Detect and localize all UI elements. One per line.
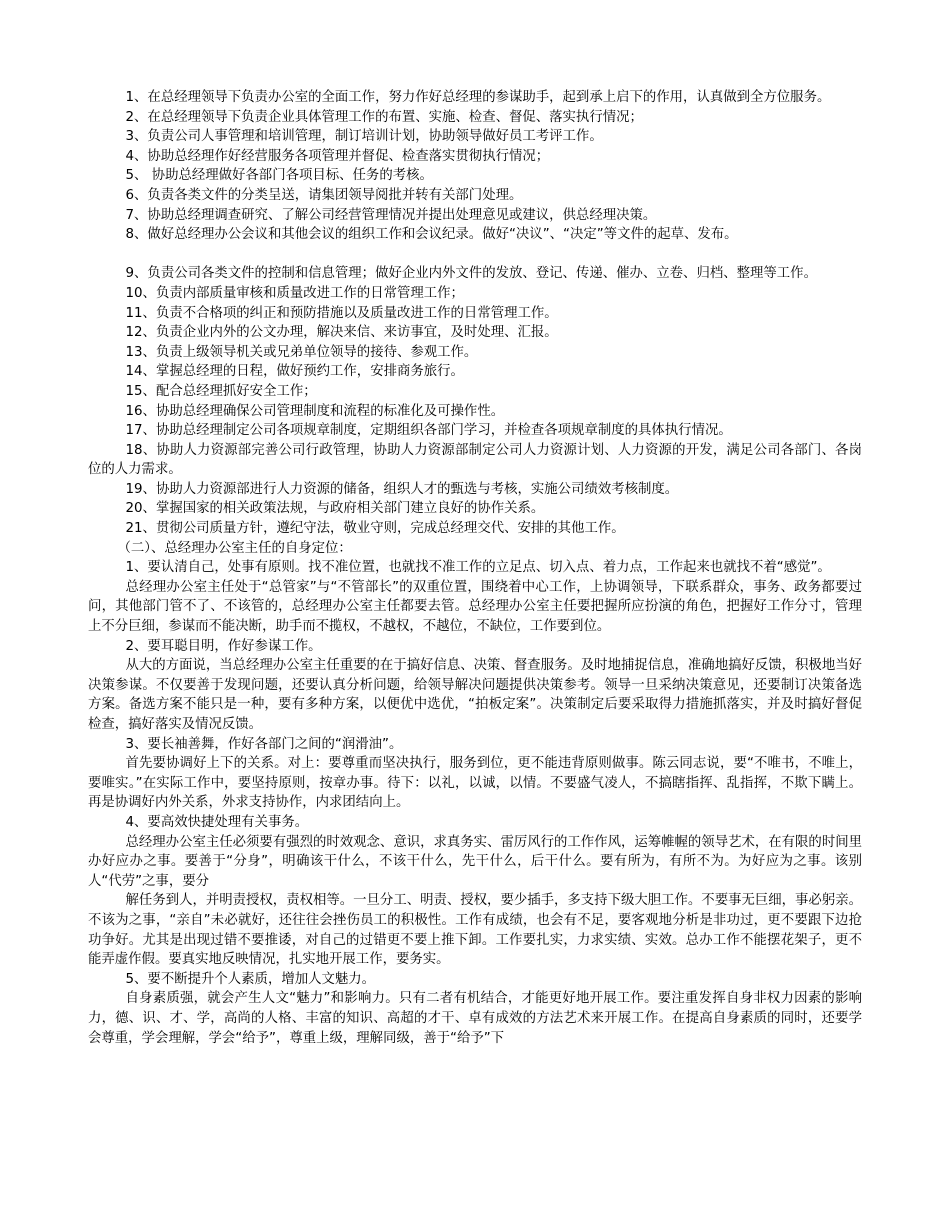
duty-item-21: 21、贯彻公司质量方针，遵纪守法，敬业守则，完成总经理交代、安排的其他工作。 [125, 521, 625, 537]
duty-item-10: 10、负责内部质量审核和质量改进工作的日常管理工作； [125, 285, 464, 301]
positioning-heading-3: 3、要长袖善舞，作好各部门之间的“润滑油”。 [125, 736, 403, 752]
positioning-paragraph: 从大的方面说，当总经理办公室主任重要的在于搞好信息、决策、督查服务。及时地捕捉信息，准确地搞好反馈，积极地当好决策参谋。不仅要善于发现问题，还要认真分析问题，给领导解决问题提供决策参考。领导一旦采纳决策意见，还要制订决策备选方案。备选方案不能只是一种，要有多种方案，以便优中选优，“拍板定案”。决策制定后要采取得力措施抓落实，并及时搞好督促检查，搞好落实及情况反馈。 [88, 658, 862, 732]
duty-item-7: 7、协助总经理调查研究、了解公司经营管理情况并提出处理意见或建议，供总经理决策。 [125, 207, 657, 223]
document-body [88, 88, 862, 1048]
duty-item-13: 13、负责上级领导机关或兄弟单位领导的接待、参观工作。 [125, 344, 478, 360]
duty-item-2: 2、在总经理领导下负责企业具体管理工作的布置、实施、检查、督促、落实执行情况； [125, 109, 643, 125]
positioning-heading-4: 4、要高效快捷处理有关事务。 [125, 814, 309, 830]
positioning-paragraph: 自身素质强，就会产生人文“魅力”和影响力。只有二者有机结合，才能更好地开展工作。要注重发挥自身非权力因素的影响力，德、识、才、学，高尚的人格、丰富的知识、高超的才干、卓有成效的方法艺术来开展工作。在提高自身素质的同时，还要学会尊重，学会理解，学会“给予”，尊重上级，理解同级，善于“给予”下 [88, 991, 862, 1046]
paragraph-gap [88, 245, 862, 265]
duty-item-6: 6、负责各类文件的分类呈送，请集团领导阅批并转有关部门处理。 [125, 187, 523, 203]
duty-item-8: 8、做好总经理办公会议和其他会议的组织工作和会议纪录。做好“决议”、“决定”等文件的起草、发布。 [125, 227, 738, 243]
duty-item-5: 5、 协助总经理做好各部门各项目标、任务的考核。 [125, 168, 433, 184]
positioning-heading-5: 5、要不断提升个人素质，增加人文魅力。 [125, 971, 376, 987]
positioning-heading-2: 2、要耳聪目明，作好参谋工作。 [125, 638, 322, 654]
duty-item-16: 16、协助总经理确保公司管理制度和流程的标准化及可操作性。 [125, 403, 505, 419]
duty-item-11: 11、负责不合格项的纠正和预防措施以及质量改进工作的日常管理工作。 [125, 305, 558, 321]
positioning-heading-1: 1、要认清自己，处事有原则。找不准位置，也就找不准工作的立足点、切入点、着力点，工作起来也就找不着“感觉”。 [125, 560, 831, 576]
duty-item-20: 20、掌握国家的相关政策法规，与政府相关部门建立良好的协作关系。 [125, 501, 545, 517]
duty-item-3: 3、负责公司人事管理和培训管理，制订培训计划，协助领导做好员工考评工作。 [125, 129, 603, 145]
duty-item-18: 18、协助人力资源部完善公司行政管理，协助人力资源部制定公司人力资源计划、人力资源的开发，满足公司各部门、各岗位的人力需求。 [88, 442, 862, 478]
duty-item-4: 4、协助总经理作好经营服务各项管理并督促、检查落实贯彻执行情况； [125, 148, 550, 164]
positioning-paragraph: 解任务到人，并明责授权，责权相等。一旦分工、明责、授权，要少插手，多支持下级大胆工作。不要事无巨细，事必躬亲。不该为之事，“亲自”未必就好，还往往会挫伤员工的积极性。工作有成绩，也会有不足，要客观地分析是非功过，更不要跟下边抢功争好。尤其是出现过错不要推诿，对自己的过错更不要上推下卸。工作要扎实，力求实绩、实效。总办工作不能摆花架子，更不能弄虚作假。要真实地反映情况，扎实地开展工作，要务实。 [88, 893, 862, 968]
duty-item-12: 12、负责企业内外的公文办理，解决来信、来访事宜，及时处理、汇报。 [125, 325, 558, 341]
section-heading: （二）、总经理办公室主任的自身定位： [117, 540, 352, 556]
duty-item-17: 17、协助总经理制定公司各项规章制度，定期组织各部门学习，并检查各项规章制度的具体执行情况。 [125, 423, 732, 439]
positioning-paragraph: 总经理办公室主任处于“总管家”与“不管部长”的双重位置，围绕着中心工作，上协调领导，下联系群众，事务、政务都要过问，其他部门管不了、不该管的，总经理办公室主任都要去管。总经理办公室主任要把握所应扮演的角色，把握好工作分寸，管理上不分巨细，参谋而不能决断，助手而不揽权，不越权，不越位，不缺位，工作要到位。 [88, 579, 862, 635]
positioning-paragraph: 总经理办公室主任必须要有强烈的时效观念、意识，求真务实、雷厉风行的工作作风，运筹帷幄的领导艺术，在有限的时间里办好应办之事。要善于“分身”，明确该干什么，不该干什么，先干什么，后干什么。要有所为，有所不为。为好应为之事。该别人“代劳”之事，要分 [88, 834, 862, 889]
positioning-paragraph: 首先要协调好上下的关系。对上：要尊重而坚决执行，服务到位，更不能违背原则做事。陈云同志说，要“不唯书，不唯上，要唯实。”在实际工作中，要坚持原则，按章办事。待下：以礼，以诚，以情。不要盛气凌人，不搞瞎指挥、乱指挥，不欺下瞒上。再是协调好内外关系，外求支持协作，内求团结向上。 [88, 756, 862, 811]
duty-item-19: 19、协助人力资源部进行人力资源的储备，组织人才的甄选与考核，实施公司绩效考核制度。 [125, 481, 679, 497]
duty-item-14: 14、掌握总经理的日程，做好预约工作，安排商务旅行。 [125, 364, 464, 380]
duty-item-9: 9、负责公司各类文件的控制和信息管理；做好企业内外文件的发放、登记、传递、催办、立卷、归档、整理等工作。 [125, 266, 817, 282]
duty-item-15: 15、配合总经理抓好安全工作； [125, 383, 317, 399]
duty-item-1: 1、在总经理领导下负责办公室的全面工作，努力作好总经理的参谋助手，起到承上启下的作用，认真做到全方位服务。 [125, 90, 831, 105]
